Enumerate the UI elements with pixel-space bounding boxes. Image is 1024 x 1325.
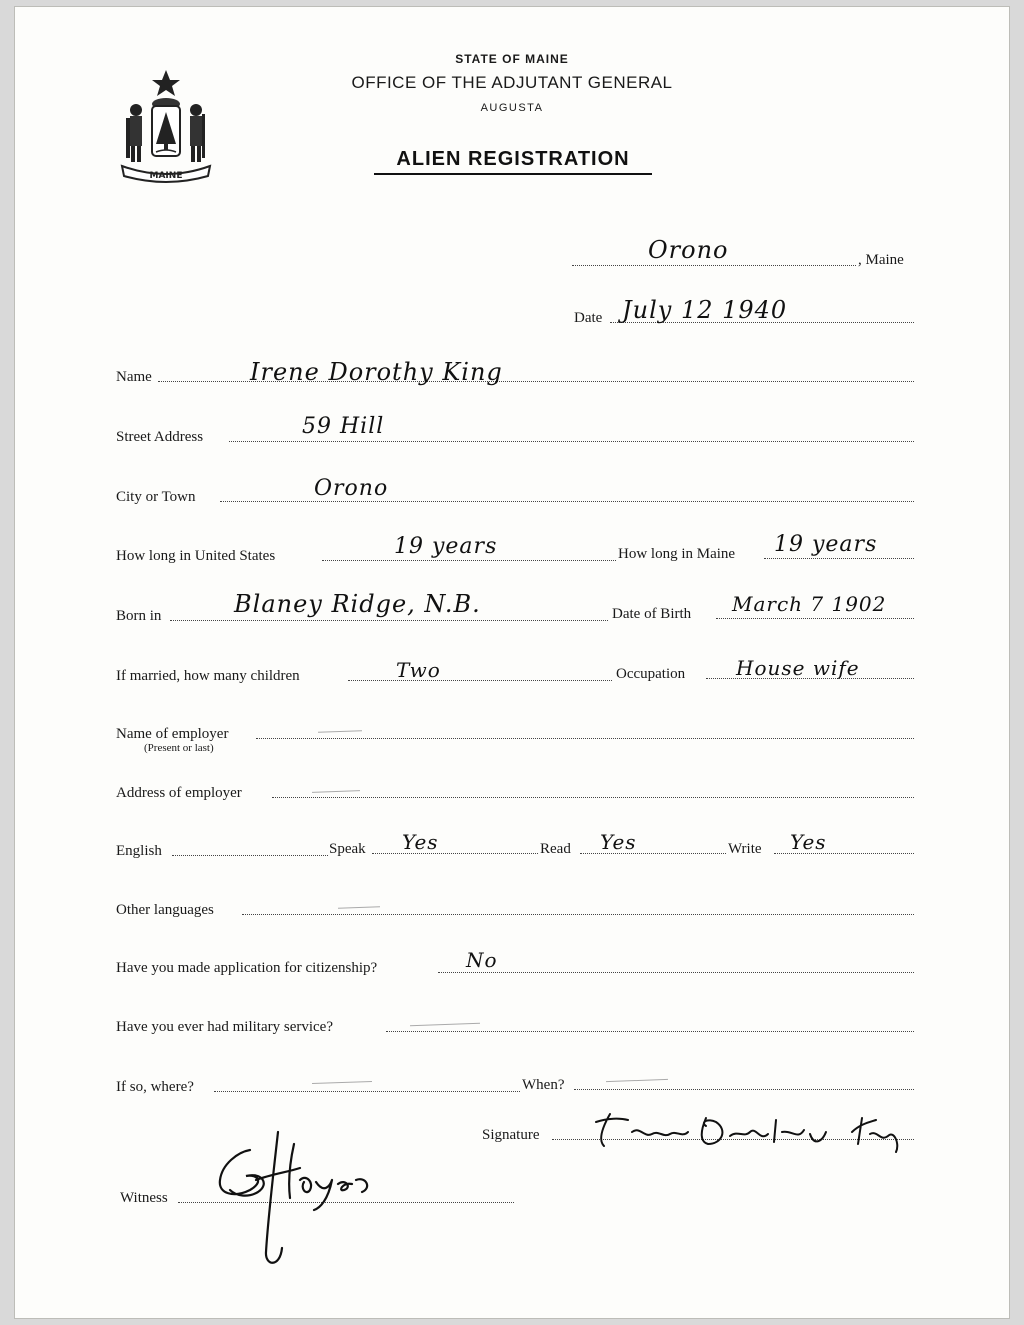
military-label: Have you ever had military service? xyxy=(116,1019,333,1035)
read-label: Read xyxy=(540,841,571,857)
children-value: Two xyxy=(396,658,441,682)
citizenship-value: No xyxy=(466,948,498,972)
speak-value: Yes xyxy=(402,830,439,854)
write-value: Yes xyxy=(790,830,827,854)
date-of-birth-label: Date of Birth xyxy=(612,606,692,622)
place-value: Orono xyxy=(648,236,729,264)
citizenship-label: Have you made application for citizenship? xyxy=(116,960,378,976)
children-label: If married, how many children xyxy=(116,668,300,684)
occupation-label: Occupation xyxy=(616,666,686,682)
city-label: City or Town xyxy=(116,489,196,505)
read-value: Yes xyxy=(600,830,637,854)
employer-address-label: Address of employer xyxy=(116,785,242,801)
state-heading: STATE OF MAINE xyxy=(455,52,569,66)
place-suffix: , Maine xyxy=(858,252,904,268)
city-heading: AUGUSTA xyxy=(480,102,544,114)
street-address-label: Street Address xyxy=(116,429,204,445)
office-heading: OFFICE OF THE ADJUTANT GENERAL xyxy=(351,73,673,92)
born-in-label: Born in xyxy=(116,608,162,624)
city-value: Orono xyxy=(314,476,389,501)
signature-label: Signature xyxy=(482,1127,540,1143)
employer-sublabel: (Present or last) xyxy=(144,742,214,754)
witness-label: Witness xyxy=(120,1190,168,1206)
when-label: When? xyxy=(522,1077,565,1093)
applicant-signature xyxy=(588,1108,918,1154)
years-us-label: How long in United States xyxy=(116,548,276,564)
employer-label: Name of employer xyxy=(116,726,229,742)
name-value: Irene Dorothy King xyxy=(250,358,503,386)
speak-label: Speak xyxy=(329,841,366,857)
witness-signature xyxy=(196,1128,376,1274)
write-label: Write xyxy=(728,841,762,857)
where-label: If so, where? xyxy=(116,1079,194,1095)
years-us-value: 19 years xyxy=(394,534,498,559)
years-maine-label: How long in Maine xyxy=(618,546,736,562)
date-of-birth-value: March 7 1902 xyxy=(732,592,887,616)
svg-text:MAINE: MAINE xyxy=(149,171,183,181)
form-title: ALIEN REGISTRATION xyxy=(374,148,652,175)
name-label: Name xyxy=(116,369,152,385)
street-address-value: 59 Hill xyxy=(302,414,385,439)
years-maine-value: 19 years xyxy=(774,532,878,557)
occupation-value: House wife xyxy=(736,656,860,680)
date-label: Date xyxy=(574,310,603,326)
other-languages-label: Other languages xyxy=(116,902,214,918)
born-in-value: Blaney Ridge, N.B. xyxy=(234,590,481,618)
date-value: July 12 1940 xyxy=(622,296,788,324)
english-label: English xyxy=(116,843,162,859)
